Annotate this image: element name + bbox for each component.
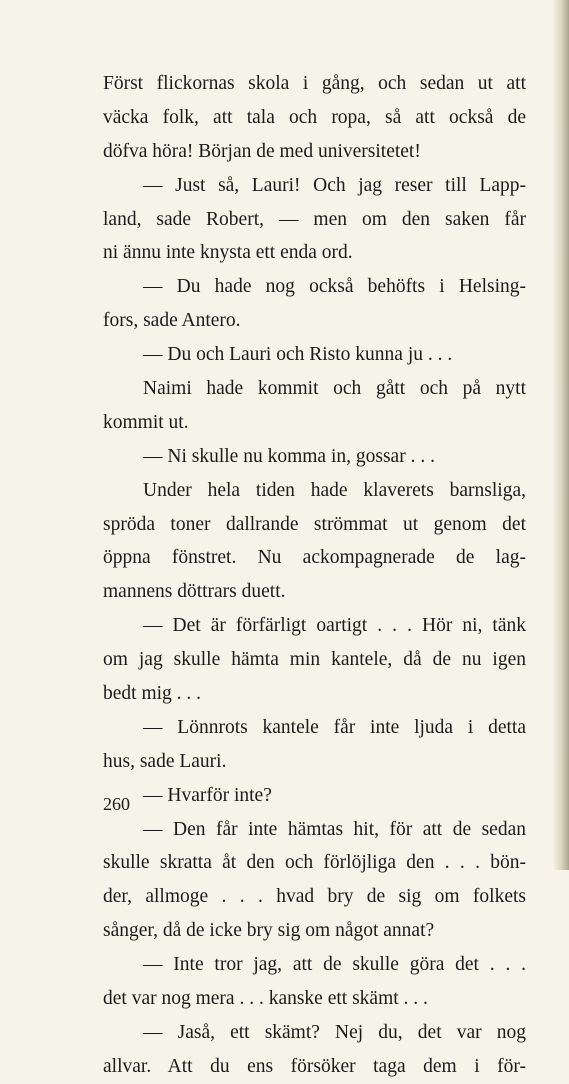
text-line: — Det är förfärligt oartigt . . . Hör ni, tänk [143, 615, 526, 637]
text-line: fors, sade Antero. [103, 310, 241, 332]
page-edge-shadow [553, 0, 569, 870]
text-line: väcka folk, att tala och ropa, så att också de [103, 106, 526, 128]
text-line: — Ni skulle nu komma in, gossar . . . [143, 445, 435, 467]
text-line: spröda toner dallrande strömmat ut genom det [103, 513, 526, 535]
text-line: kommit ut. [103, 411, 189, 433]
text-line: — Du och Lauri och Risto kunna ju . . . [143, 344, 453, 366]
text-line: döfva höra! Början de med universitetet! [103, 140, 421, 162]
text-line: — Hvarför inte? [143, 784, 272, 806]
text-line: ni ännu inte knysta ett enda ord. [103, 242, 353, 264]
text-line: öppna fönstret. Nu ackompagnerade de lag- [103, 547, 526, 569]
text-line: skulle skratta åt den och förlöjliga den . . . bön- [103, 852, 526, 874]
text-line: der, allmoge . . . hvad bry de sig om folkets [103, 886, 526, 908]
text-line: om jag skulle hämta min kantele, då de nu igen [103, 649, 526, 671]
page-number: 260 [103, 794, 130, 814]
text-line: mannens döttrars duett. [103, 581, 286, 603]
text-line: allvar. Att du ens försöker taga dem i för- [103, 1055, 526, 1077]
text-line: — Du hade nog också behöfts i Helsing- [143, 276, 526, 298]
text-line: — Lönnrots kantele får inte ljuda i detta [143, 716, 526, 738]
text-line: — Jaså, ett skämt? Nej du, det var nog [143, 1021, 526, 1043]
text-line: det var nog mera . . . kanske ett skämt . . . [103, 988, 428, 1010]
text-line: — Inte tror jag, att de skulle göra det . . . [143, 954, 526, 976]
text-line: sånger, då de icke bry sig om något annat? [103, 920, 435, 942]
text-line: Naimi hade kommit och gått och på nytt [143, 378, 526, 400]
text-line: bedt mig . . . [103, 683, 202, 705]
text-line: hus, sade Lauri. [103, 750, 227, 772]
text-line: — Den får inte hämtas hit, för att de sedan [143, 818, 526, 840]
text-line: Under hela tiden hade klaverets barnsliga, [143, 479, 526, 501]
text-line: — Just så, Lauri! Och jag reser till Lapp- [143, 174, 526, 196]
text-line: Först flickornas skola i gång, och sedan ut att [103, 73, 526, 94]
body-text [103, 67, 526, 1084]
text-line: land, sade Robert, — men om den saken får [103, 208, 526, 230]
